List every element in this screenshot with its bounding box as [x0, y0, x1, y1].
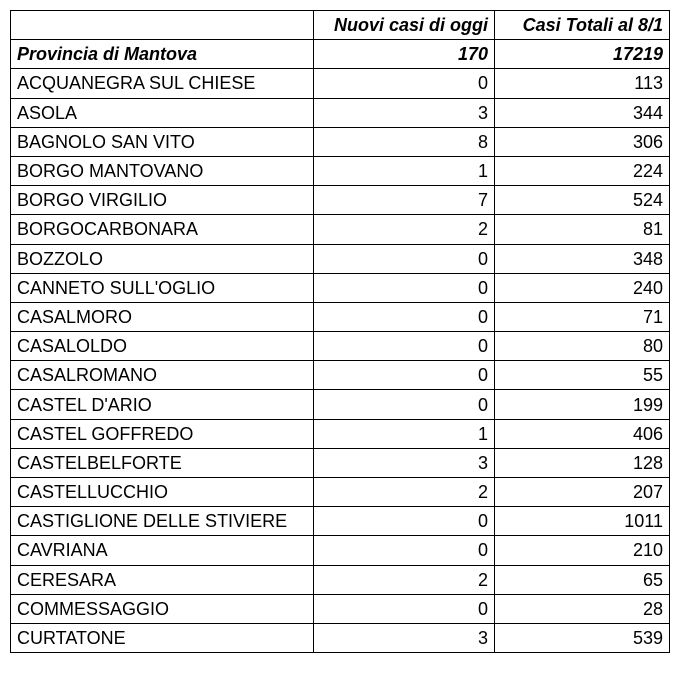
province-row	[11, 40, 670, 69]
total-cases-cell: 128	[495, 448, 670, 477]
province-total-cases: 17219	[495, 40, 670, 69]
table-row	[11, 302, 670, 331]
new-cases-cell: 2	[314, 215, 495, 244]
table-row	[11, 186, 670, 215]
cases-table	[10, 10, 670, 653]
total-cases-cell: 71	[495, 302, 670, 331]
header-new-cases: Nuovi casi di oggi	[314, 11, 495, 40]
total-cases-cell: 55	[495, 361, 670, 390]
municipality-name: CASALROMANO	[11, 361, 314, 390]
total-cases-cell: 199	[495, 390, 670, 419]
table-row	[11, 332, 670, 361]
header-total-cases: Casi Totali al 8/1	[495, 11, 670, 40]
municipality-name: CASTEL D'ARIO	[11, 390, 314, 419]
province-new-cases: 170	[314, 40, 495, 69]
table-row	[11, 69, 670, 98]
new-cases-cell: 8	[314, 127, 495, 156]
municipality-name: CAVRIANA	[11, 536, 314, 565]
table-row	[11, 419, 670, 448]
new-cases-cell: 2	[314, 478, 495, 507]
municipality-name: BORGO MANTOVANO	[11, 156, 314, 185]
municipality-name: CASTELLUCCHIO	[11, 478, 314, 507]
total-cases-cell: 344	[495, 98, 670, 127]
total-cases-cell: 1011	[495, 507, 670, 536]
total-cases-cell: 210	[495, 536, 670, 565]
total-cases-cell: 224	[495, 156, 670, 185]
new-cases-cell: 1	[314, 156, 495, 185]
new-cases-cell: 0	[314, 69, 495, 98]
total-cases-cell: 406	[495, 419, 670, 448]
new-cases-cell: 0	[314, 244, 495, 273]
table-row	[11, 273, 670, 302]
new-cases-cell: 3	[314, 623, 495, 652]
table-row	[11, 565, 670, 594]
province-name: Provincia di Mantova	[11, 40, 314, 69]
table-row	[11, 98, 670, 127]
new-cases-cell: 3	[314, 98, 495, 127]
new-cases-cell: 1	[314, 419, 495, 448]
total-cases-cell: 207	[495, 478, 670, 507]
municipality-name: CASTELBELFORTE	[11, 448, 314, 477]
municipality-name: CASALOLDO	[11, 332, 314, 361]
table-row	[11, 127, 670, 156]
municipality-name: BORGO VIRGILIO	[11, 186, 314, 215]
table-row	[11, 390, 670, 419]
total-cases-cell: 81	[495, 215, 670, 244]
cases-table-body	[11, 11, 670, 653]
new-cases-cell: 0	[314, 361, 495, 390]
total-cases-cell: 524	[495, 186, 670, 215]
municipality-name: CERESARA	[11, 565, 314, 594]
municipality-name: CASTIGLIONE DELLE STIVIERE	[11, 507, 314, 536]
new-cases-cell: 3	[314, 448, 495, 477]
table-row	[11, 594, 670, 623]
municipality-name: BAGNOLO SAN VITO	[11, 127, 314, 156]
total-cases-cell: 113	[495, 69, 670, 98]
table-row	[11, 623, 670, 652]
table-row	[11, 478, 670, 507]
municipality-name: CURTATONE	[11, 623, 314, 652]
new-cases-cell: 0	[314, 594, 495, 623]
header-row	[11, 11, 670, 40]
new-cases-cell: 0	[314, 507, 495, 536]
new-cases-cell: 0	[314, 536, 495, 565]
table-row	[11, 244, 670, 273]
new-cases-cell: 0	[314, 332, 495, 361]
table-row	[11, 156, 670, 185]
municipality-name: BORGOCARBONARA	[11, 215, 314, 244]
total-cases-cell: 28	[495, 594, 670, 623]
total-cases-cell: 306	[495, 127, 670, 156]
municipality-name: CASALMORO	[11, 302, 314, 331]
municipality-name: ASOLA	[11, 98, 314, 127]
new-cases-cell: 7	[314, 186, 495, 215]
total-cases-cell: 240	[495, 273, 670, 302]
header-blank-cell	[11, 11, 314, 40]
municipality-name: COMMESSAGGIO	[11, 594, 314, 623]
table-row	[11, 448, 670, 477]
municipality-name: CASTEL GOFFREDO	[11, 419, 314, 448]
total-cases-cell: 80	[495, 332, 670, 361]
total-cases-cell: 539	[495, 623, 670, 652]
total-cases-cell: 65	[495, 565, 670, 594]
table-row	[11, 507, 670, 536]
table-row	[11, 536, 670, 565]
municipality-name: CANNETO SULL'OGLIO	[11, 273, 314, 302]
new-cases-cell: 0	[314, 273, 495, 302]
municipality-name: ACQUANEGRA SUL CHIESE	[11, 69, 314, 98]
new-cases-cell: 2	[314, 565, 495, 594]
total-cases-cell: 348	[495, 244, 670, 273]
new-cases-cell: 0	[314, 390, 495, 419]
municipality-name: BOZZOLO	[11, 244, 314, 273]
table-row	[11, 361, 670, 390]
table-row	[11, 215, 670, 244]
new-cases-cell: 0	[314, 302, 495, 331]
